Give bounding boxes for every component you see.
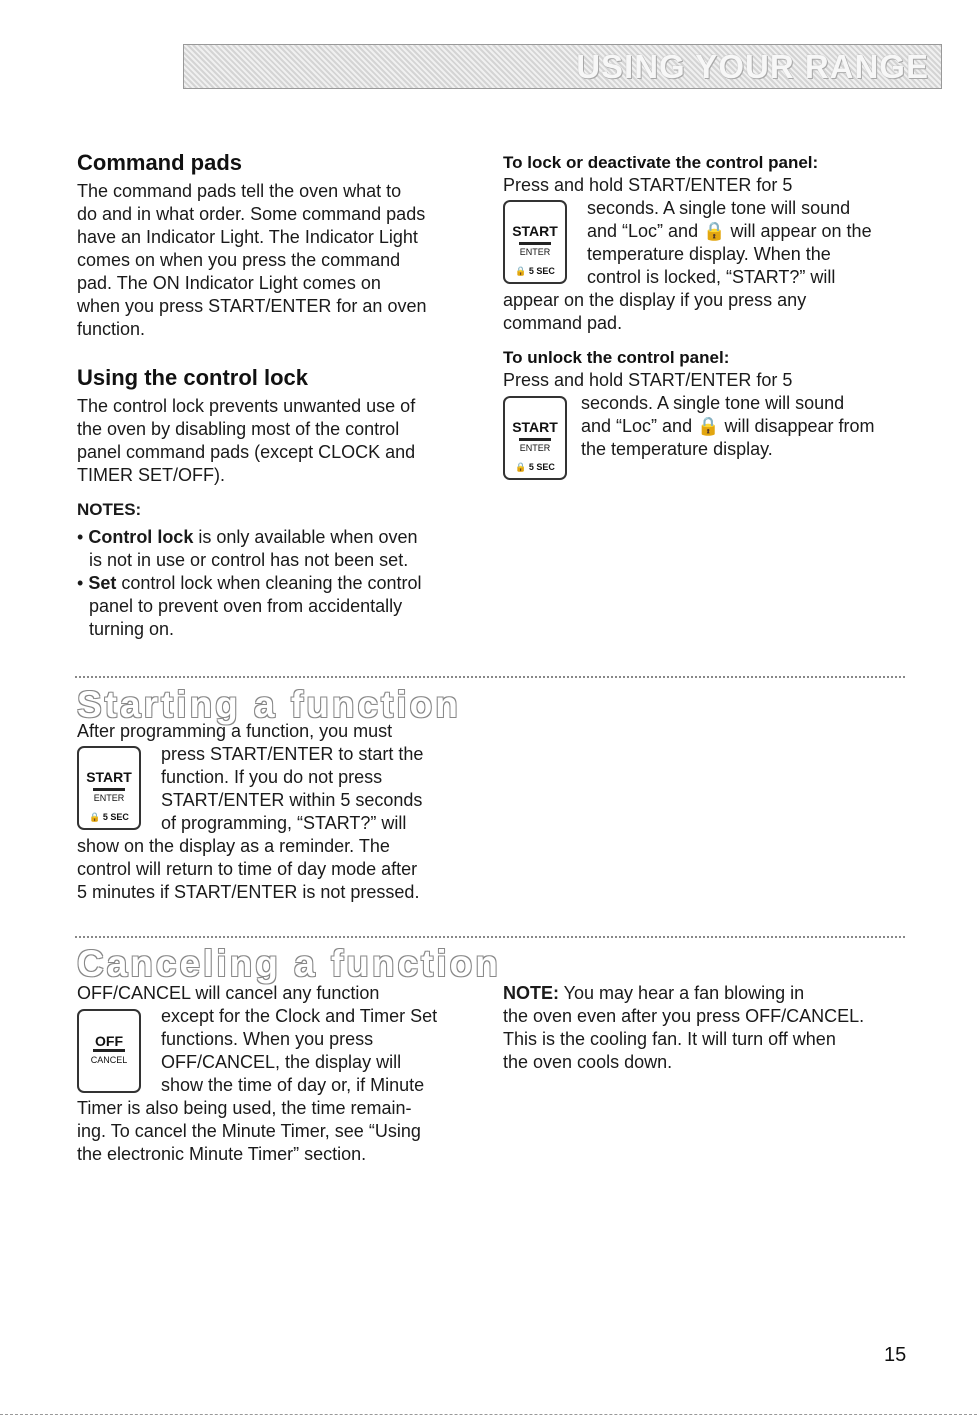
text-line: the temperature display. (581, 439, 773, 459)
text-line: temperature display. When the (587, 244, 831, 264)
pad-sub: ENTER (93, 793, 125, 803)
text-line: seconds. A single tone will sound (587, 198, 851, 218)
text-line: TIMER SET/OFF). (77, 465, 225, 485)
text-line: The command pads tell the oven what to (77, 181, 402, 201)
unlock-side (581, 392, 875, 461)
pad-bar (519, 438, 551, 441)
start-enter-pad-icon (503, 396, 567, 480)
pad-bar (93, 1049, 125, 1052)
text-line: and “Loc” and 🔒 will disappear from (581, 416, 875, 436)
lock-side (587, 197, 872, 289)
text-line: show on the display as a reminder. The (77, 836, 390, 856)
notes-list (77, 526, 422, 641)
pad-hold: 🔒 5 SEC (515, 462, 555, 472)
text-line: the oven by disabling most of the control (77, 419, 400, 439)
pad-bar (93, 788, 125, 791)
pad-sub: CANCEL (90, 1055, 128, 1065)
start-enter-pad-icon (77, 746, 141, 830)
control-lock-heading: Using the control lock (77, 365, 309, 390)
unlock-line0: Press and hold START/ENTER for 5 (503, 370, 793, 390)
text-line: panel command pads (except CLOCK and (77, 442, 416, 462)
text-line: Timer is also being used, the time remain- (77, 1098, 412, 1118)
note-item: • Control lock is only available when oven is not in use or control has not been set. (77, 527, 418, 570)
lock-heading: To lock or deactivate the control panel: (503, 153, 819, 172)
fan-note (503, 982, 864, 1074)
bottom-rule (0, 1414, 977, 1415)
section-divider (75, 936, 905, 938)
canceling-function-heading: Canceling a function (77, 943, 501, 984)
text-line: except for the Clock and Timer Set (161, 1006, 438, 1026)
starting-side (161, 743, 423, 835)
starting-line0: After programming a function, you must (77, 721, 393, 741)
command-pads-body (77, 180, 426, 341)
text-line: ing. To cancel the Minute Timer, see “Using (77, 1121, 421, 1141)
pad-label: START (86, 769, 132, 785)
control-lock-body (77, 395, 415, 487)
notes-heading: NOTES: (77, 500, 142, 519)
canceling-tail (77, 1097, 421, 1166)
text-line: the electronic Minute Timer” section. (77, 1144, 367, 1164)
text-line: appear on the display if you press any (503, 290, 807, 310)
canceling-side (161, 1005, 437, 1097)
pad-hold: 🔒 5 SEC (89, 812, 129, 822)
page-number: 15 (884, 1344, 907, 1366)
starting-function-heading: Starting a function (77, 684, 461, 725)
pad-bar (519, 242, 551, 245)
text-line: of programming, “START?” will (161, 813, 407, 833)
text-line: function. (77, 319, 146, 339)
pad-sub: ENTER (519, 443, 551, 453)
lock-line0: Press and hold START/ENTER for 5 (503, 175, 793, 195)
text-line: the oven even after you press OFF/CANCEL. (503, 1006, 865, 1026)
text-line: START/ENTER within 5 seconds (161, 790, 423, 810)
off-cancel-pad-icon (77, 1009, 141, 1093)
text-line: NOTE: You may hear a fan blowing in (503, 983, 805, 1003)
text-line: seconds. A single tone will sound (581, 393, 845, 413)
text-line: show the time of day or, if Minute (161, 1075, 425, 1095)
text-line: The control lock prevents unwanted use of (77, 396, 416, 416)
text-line: control is locked, “START?” will (587, 267, 836, 287)
text-line: the oven cools down. (503, 1052, 673, 1072)
text-line: functions. When you press (161, 1029, 374, 1049)
text-line: comes on when you press the command (77, 250, 401, 270)
note-label: NOTE: (503, 983, 559, 1003)
text-line: OFF/CANCEL, the display will (161, 1052, 402, 1072)
text-line: command pad. (503, 313, 623, 333)
pad-label: OFF (95, 1033, 123, 1049)
lock-tail (503, 289, 806, 335)
section-divider (75, 676, 905, 678)
pad-label: START (512, 419, 558, 435)
pad-sub: ENTER (519, 247, 551, 257)
text-line: function. If you do not press (161, 767, 383, 787)
text-line: control will return to time of day mode after (77, 859, 418, 879)
text-line: This is the cooling fan. It will turn off when (503, 1029, 836, 1049)
start-enter-pad-icon (503, 200, 567, 284)
note-item: • Set control lock when cleaning the control panel to prevent oven from accidentally turning on. (77, 573, 422, 639)
starting-tail (77, 835, 419, 904)
command-pads-heading: Command pads (77, 150, 243, 175)
text-line: 5 minutes if START/ENTER is not pressed. (77, 882, 420, 902)
text-line: when you press START/ENTER for an oven (77, 296, 427, 316)
text-line: and “Loc” and 🔒 will appear on the (587, 221, 872, 241)
banner-title: USING YOUR RANGE (576, 48, 929, 85)
unlock-heading: To unlock the control panel: (503, 348, 730, 367)
pad-label: START (512, 223, 558, 239)
pad-hold: 🔒 5 SEC (515, 266, 555, 276)
canceling-line0: OFF/CANCEL will cancel any function (77, 983, 380, 1003)
text-line: have an Indicator Light. The Indicator Light (77, 227, 418, 247)
text-line: press START/ENTER to start the (161, 744, 424, 764)
header-banner (183, 44, 942, 89)
text-line: pad. The ON Indicator Light comes on (77, 273, 381, 293)
text-line: do and in what order. Some command pads (77, 204, 426, 224)
